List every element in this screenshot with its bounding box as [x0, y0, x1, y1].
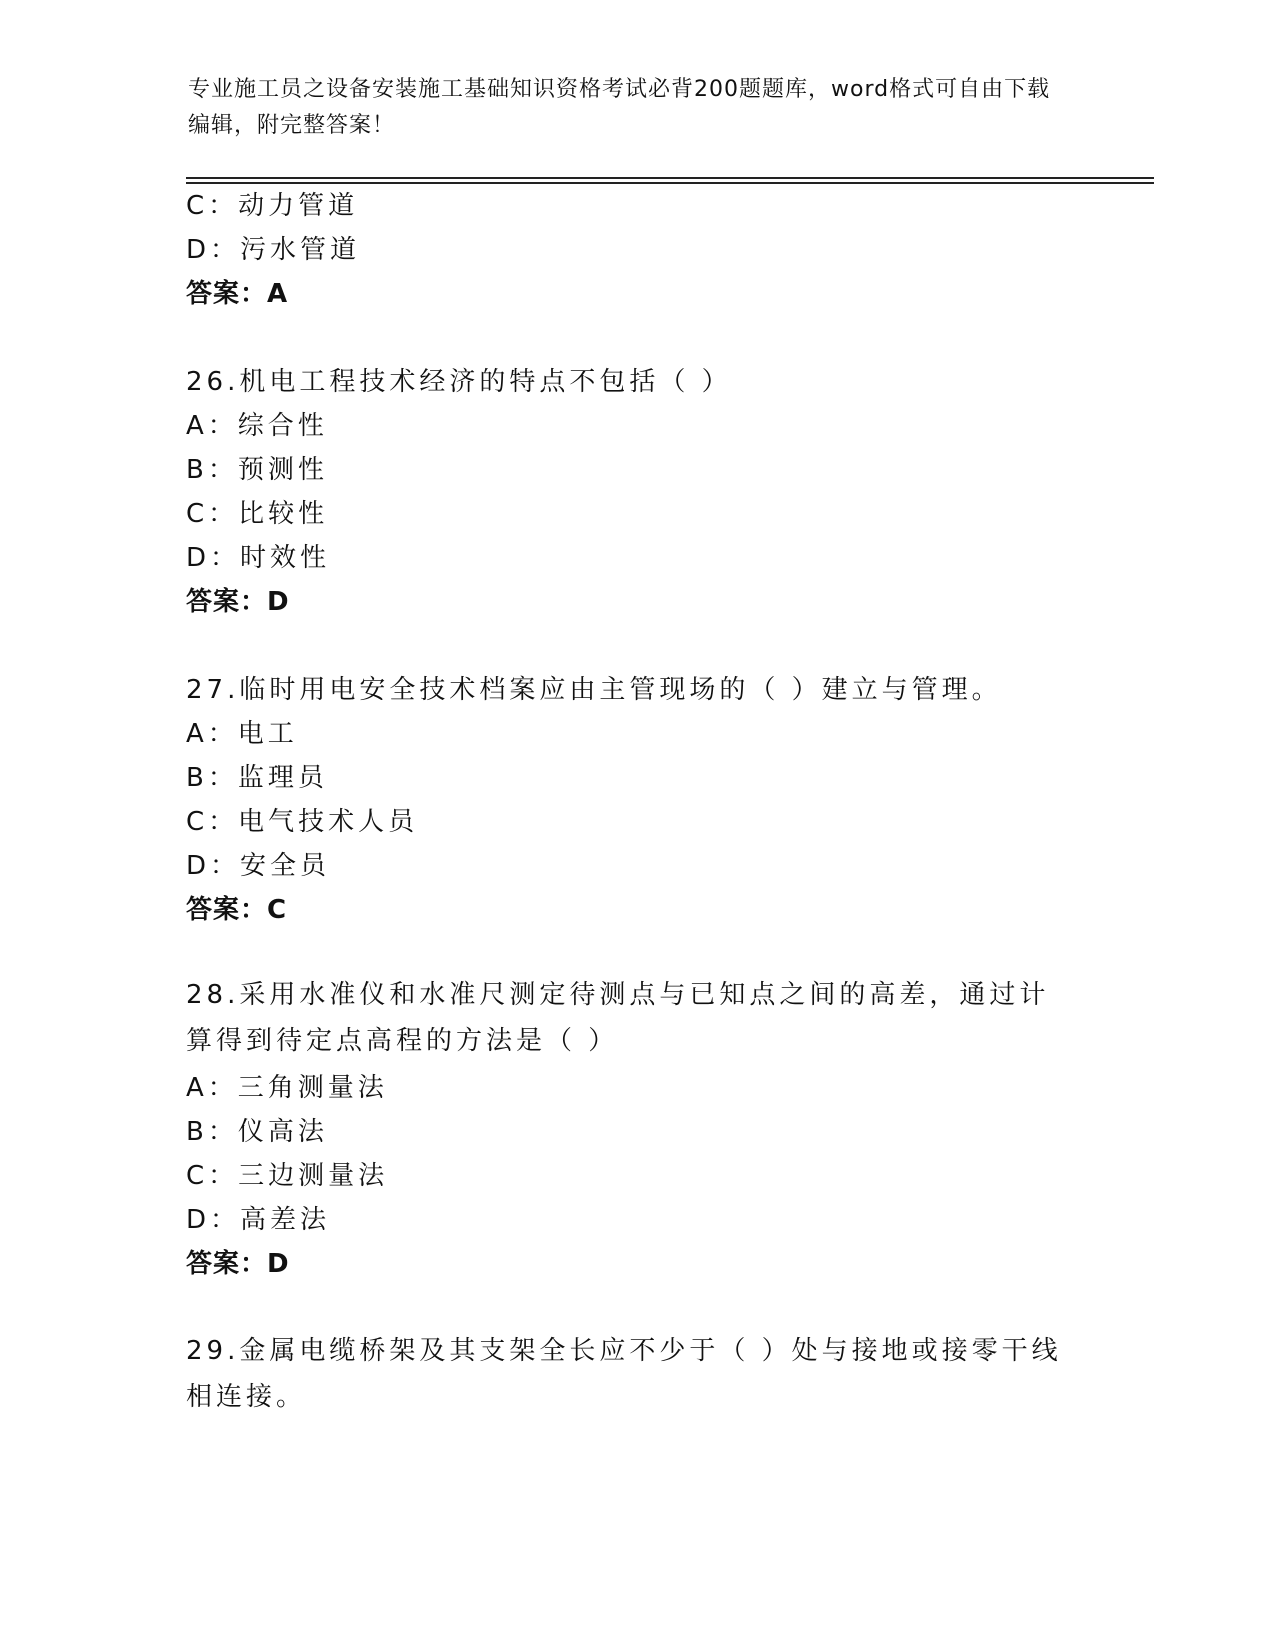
answer-line: 答案：A [186, 279, 289, 309]
answer-line: 答案：D [186, 587, 290, 617]
header-divider-top [186, 177, 1154, 179]
header-divider-bottom [186, 182, 1154, 184]
option-d: D：高差法 [186, 1205, 331, 1235]
option-b: B：预测性 [186, 455, 328, 485]
option-d: D：安全员 [186, 851, 331, 881]
question-stem: 28.采用水准仪和水准尺测定待测点与已知点之间的高差，通过计算得到待定点高程的方法是（ ） [186, 980, 1050, 1056]
option-a: A：三角测量法 [186, 1073, 388, 1103]
document-header: 专业施工员之设备安装施工基础知识资格考试必背200题题库，word格式可自由下载编辑，附完整答案！ [188, 77, 1051, 138]
option-c: C：三边测量法 [186, 1161, 389, 1191]
option-a: A：综合性 [186, 411, 328, 441]
option-b: B：仪高法 [186, 1117, 328, 1147]
question-stem: 29.金属电缆桥架及其支架全长应不少于（ ）处与接地或接零干线相连接。 [186, 1336, 1062, 1412]
answer-line: 答案：C [186, 895, 288, 925]
option-c: C：动力管道 [186, 191, 359, 221]
option-c: C：比较性 [186, 499, 329, 529]
option-b: B：监理员 [186, 763, 328, 793]
question-stem: 27.临时用电安全技术档案应由主管现场的（ ）建立与管理。 [186, 675, 1002, 705]
option-a: A：电工 [186, 719, 298, 749]
question-stem: 26.机电工程技术经济的特点不包括（ ） [186, 367, 732, 397]
option-d: D：污水管道 [186, 235, 361, 265]
answer-line: 答案：D [186, 1249, 290, 1279]
option-c: C：电气技术人员 [186, 807, 419, 837]
option-d: D：时效性 [186, 543, 331, 573]
